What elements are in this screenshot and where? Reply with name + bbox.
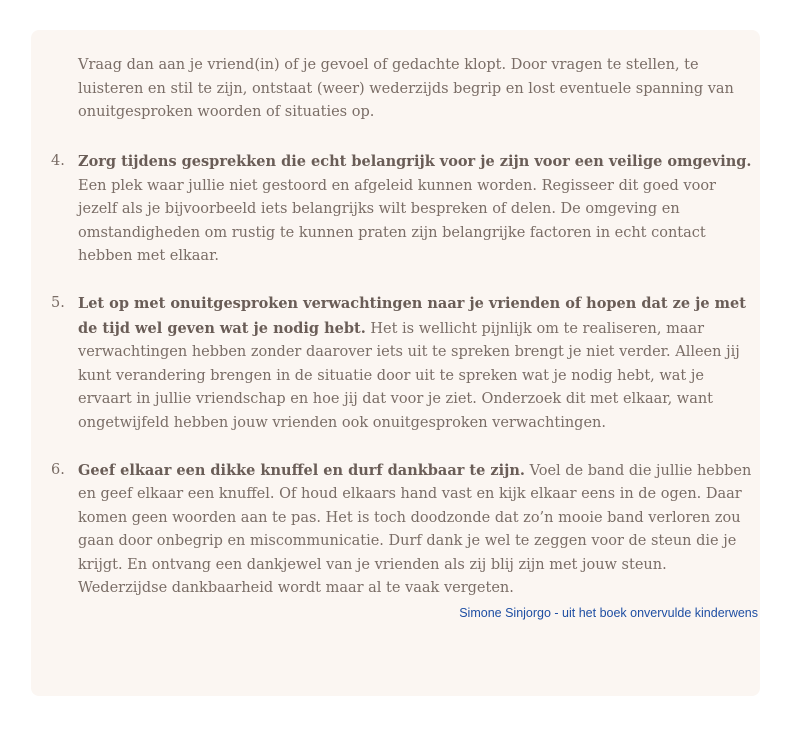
list-number: 5. xyxy=(51,295,65,311)
content-card xyxy=(31,30,760,696)
list-item-text xyxy=(78,150,758,269)
list-item-body: Het is wellicht pijnlijk om te realiseren, maar verwachtingen hebben zonder daarover iets uit te spreken brengt je niet verder. Alleen jij kunt verandering brengen in de situatie door uit te spreken wat je nodig hebt, wat je ervaart in jullie vriendschap en hoe jij dat voor je ziet. Onderzoek dit met elkaar, want ongetwijfeld hebben jouw vrienden ook onuitgesproken verwachtingen. xyxy=(78,320,740,431)
list-item xyxy=(51,459,758,626)
list-item xyxy=(51,292,758,435)
list-item-heading: Zorg tijdens gesprekken die echt belangrijk voor je zijn voor een veilige omgeving. xyxy=(78,153,752,170)
list-item-body: Voel de band die jullie hebben en geef elkaar een knuffel. Of houd elkaars hand vast en kijk elkaar eens in de ogen. Daar komen geen woorden aan te pas. Het is toch doodzonde dat zo’n mooie band verloren zou gaan door onbegrip en miscommunicatie. Durf dank je wel te zeggen voor de steun die je krijgt. En ontvang een dankjewel van je vrienden als zij blij zijn met jouw steun. Wederzijdse dankbaarheid wordt maar al te vaak vergeten. xyxy=(78,462,752,596)
list-item xyxy=(51,150,758,269)
intro-paragraph: Vraag dan aan je vriend(in) of je gevoel of gedachte klopt. Door vragen te stellen, te luisteren en stil te zijn, ontstaat (weer) wederzijds begrip en lost eventuele spanning van onuitgesproken woorden of situaties op. xyxy=(78,57,734,120)
list-item-text xyxy=(78,459,758,626)
list-number: 6. xyxy=(51,461,65,478)
tips-list xyxy=(51,150,758,649)
list-number: 4. xyxy=(51,153,65,169)
list-item-text xyxy=(78,292,758,435)
list-item-heading: Geef elkaar een dikke knuffel en durf dankbaar te zijn. xyxy=(78,461,525,479)
author-credit-link[interactable]: Simone Sinjorgo - uit het boek onvervulde kinderwens xyxy=(459,605,758,620)
list-item-heading: Let op met onuitgesproken verwachtingen naar je vrienden of hopen dat ze je met de tijd wel geven wat je nodig hebt. xyxy=(78,295,746,337)
list-item-body: Een plek waar jullie niet gestoord en afgeleid kunnen worden. Regisseer dit goed voor jezelf als je bijvoorbeeld iets belangrijks wilt bespreken of delen. De omgeving en omstandigheden om rustig te kunnen praten zijn belangrijke factoren in echt contact hebben met elkaar. xyxy=(78,177,716,264)
